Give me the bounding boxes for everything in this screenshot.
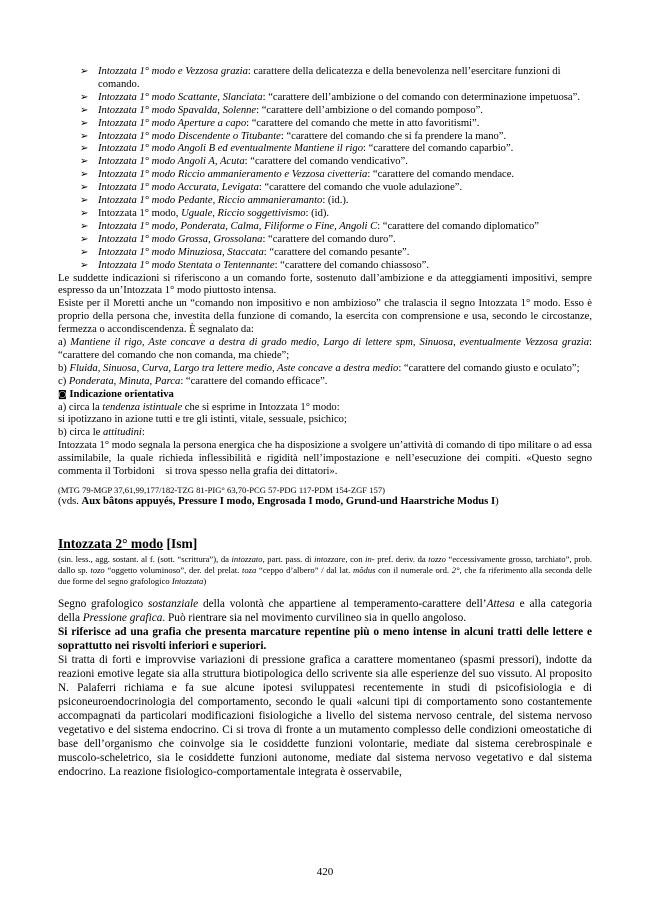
list-item: ➢ Intozzata 1° modo, Uguale, Riccio soggettivismo: (id). xyxy=(80,207,330,219)
list-item: ➢ Intozzata 1° modo Scattante, Slanciata: “carattere dell’ambizione o del comando con determinazione impetuosa”. xyxy=(80,91,580,103)
list-item: ➢ Intozzata 1° modo Grossa, Grossolana: “carattere del comando duro”. xyxy=(80,233,396,245)
list-item-a: a) Mantiene il rigo, Aste concave a destra di grado medio, Largo di lettere spm, Sinuosa, eventualmente Vezzosa grazia: “carattere del comando che non comanda, ma chiede”; xyxy=(58,337,592,361)
arrow-bullet-icon: ➢ xyxy=(80,182,89,194)
list-item: ➢ Intozzata 1° modo Riccio ammanieramento e Vezzosa civetteria: “carattere del comando mendace. xyxy=(80,169,515,181)
arrow-bullet-icon: ➢ xyxy=(80,259,89,271)
page-number: 420 xyxy=(316,866,334,878)
arrow-bullet-icon: ➢ xyxy=(80,169,89,181)
arrow-bullet-icon: ➢ xyxy=(80,104,89,116)
etymology: (sin. less., agg. sostant. al f. (sott. “scrittura”), da intozzato, part. pass. di intozzare, con in- pref. deriv. da tozzo “eccessivamente grosso, tarchiato”, prob. dallo sp. tozo “oggetto voluminoso”, der. del prelat. toza “ceppo d’albero” / dal lat. mŏdus con il numerale ord. 2°, che fa riferimento alla seconda delle due forme del segno grafologico Intozzata) xyxy=(58,553,593,586)
arrow-bullet-icon: ➢ xyxy=(80,220,89,232)
arrow-bullet-icon: ➢ xyxy=(80,143,89,155)
list-item-b: b) Fluida, Sinuosa, Curva, Largo tra lettere medio, Aste concave a destra medio: “carattere del comando giusto e oculato”; xyxy=(58,362,580,374)
list-item: ➢ Intozzata 1° modo Aperture a capo: “carattere del comando che mette in atto favoritismi”. xyxy=(80,117,480,129)
arrow-bullet-icon: ➢ xyxy=(80,207,89,219)
list-item: ➢ Intozzata 1° modo Spavalda, Solenne: “carattere dell’ambizione o del comando pomposo”. xyxy=(80,104,483,116)
list-item: ➢ Intozzata 1° modo Angoli A, Acuta: “carattere del comando vendicativo”. xyxy=(80,156,408,168)
arrow-bullet-icon: ➢ xyxy=(80,117,89,129)
section-heading: Intozzata 2° modo [Ism] xyxy=(58,535,198,551)
indication-a: a) circa la tendenza istintuale che si esprime in Intozzata 1° modo: xyxy=(58,401,340,413)
arrow-bullet-icon: ➢ xyxy=(80,156,89,168)
paragraph: Segno grafologico sostanziale della volontà che appartiene al temperamento-carattere dell’Attesa e alla categoria della Pressione grafica. Può rientrare sia nel movimento curvilineo sia in quello angoloso. xyxy=(58,597,592,624)
list-item: ➢ Intozzata 1° modo Pedante, Riccio ammanieramanto: (id.). xyxy=(80,195,349,207)
list-item: ➢ Intozzata 1° modo Accurata, Levigata: “carattere del comando che vuole adulazione”. xyxy=(80,182,463,194)
square-bullet-icon: ◙ xyxy=(58,389,67,400)
list-item: ➢ Intozzata 1° modo Stentata o Tentennante: “carattere del comando chiassoso”. xyxy=(80,259,429,271)
arrow-bullet-icon: ➢ xyxy=(80,246,89,258)
see-also: (vds. Aux bâtons appuyés, Pressure I modo, Engrosada I modo, Grund-und Haarstriche Modus I) xyxy=(58,496,499,507)
indication-b: b) circa le attitudini: xyxy=(58,427,145,439)
list-item: ➢ Intozzata 1° modo Discendente o Titubante: “carattere del comando che si fa prendere la mano”. xyxy=(80,130,507,142)
definition-bold: Si riferisce ad una grafia che presenta marcature repentine più o meno intense in alcuni tratti delle lettere e soprattutto nei risvolti inferiori e superiori. xyxy=(58,625,592,652)
paragraph: Si tratta di forti e improvvise variazioni di pressione grafica a carattere momentaneo (spasmi pressori), indotte da reazioni emotive legate sia alla struttura biotipologica dello scrivente sia alle esperienze del suo vissuto. Al proposito N. Palaferri richiama e fa sue alcune ipotesi sviluppatesi recentemente in studi di psicofisiologia e di psiconeuroendocrinologia del comportamento, secondo le quali «alcuni tipi di comportamento sono costantemente accompagnati da particolari modificazioni fisiologiche a livello del sistema nervoso centrale, del sistema nervoso vegetativo e del sistema endocrino. Ci si trova di fronte a un mutamento complesso delle condizioni omeostatiche di base dell’organismo che coinvolge sia le cosiddette funzioni volontarie, mediate dal sistema cerebrospinale e muscolo-scheletrico, sia le cosiddette funzioni autonome, mediate dal sistema nervoso vegetativo e dal sistema endocrino. La reazione fisiologico-comportamentale integrata è osservabile, xyxy=(58,653,592,778)
list-item-c: c) Ponderata, Minuta, Parca: “carattere del comando efficace”. xyxy=(58,375,328,387)
page-body xyxy=(58,66,603,779)
paragraph: Esiste per il Moretti anche un “comando non impositivo e non ambizioso” che tralascia il segno Intozzata 1° modo. Esso è proprio della persona che, investita della funzione di comando, la esercita con comprensione e usa, secondo le circostanze, fermezza o accondiscendenza. È segnalato da: xyxy=(58,298,592,336)
arrow-bullet-icon: ➢ xyxy=(80,195,89,207)
list-item: ➢ Intozzata 1° modo Angoli B ed eventualmente Mantiene il rigo: “carattere del comando caparbio”. xyxy=(80,143,514,155)
arrow-bullet-icon: ➢ xyxy=(80,233,89,245)
indication-a-detail: si ipotizzano in azione tutti e tre gli istinti, vitale, sessuale, psichico; xyxy=(58,414,347,426)
list-item: ➢ Intozzata 1° modo Minuziosa, Staccata: “carattere del comando pesante”. xyxy=(80,246,410,258)
bibliographic-references: (MTG 79-MGP 37,61,99,177/182-TZG 81-PIG° 63,70-PCG 57-PDG 117-PDM 154-ZGF 157) xyxy=(58,485,385,495)
paragraph: Le suddette indicazioni si riferiscono a un comando forte, sostenuto dall’ambizione e da atteggiamenti impositivi, sempre espresso da un’Intozzata 1° modo piuttosto intensa. xyxy=(58,272,592,297)
arrow-bullet-icon: ➢ xyxy=(80,130,89,142)
arrow-bullet-icon: ➢ xyxy=(80,66,89,77)
list-item: ➢ Intozzata 1° modo, Ponderata, Calma, Filiforme o Fine, Angoli C: “carattere del comando diplomatico” xyxy=(80,220,539,232)
list-item: ➢ Intozzata 1° modo e Vezzosa grazia: carattere della delicatezza e della benevolenza nell’esercitare funzioni di comando. xyxy=(80,66,561,90)
arrow-bullet-icon: ➢ xyxy=(80,91,89,103)
indication-paragraph: Intozzata 1° modo segnala la persona energica che ha disposizione a svolgere un’attività di comando di tipo militare o ad essa assimilabile, la quale richieda inflessibilità e rigidità nell’impostazione e nell’esecuzione dei compiti. «Questo segno commenta il Torbidoni si trova spesso nella grafia dei dittatori». xyxy=(58,440,603,478)
indication-title: ◙ Indicazione orientativa xyxy=(58,388,174,400)
bullet-list xyxy=(58,66,592,273)
